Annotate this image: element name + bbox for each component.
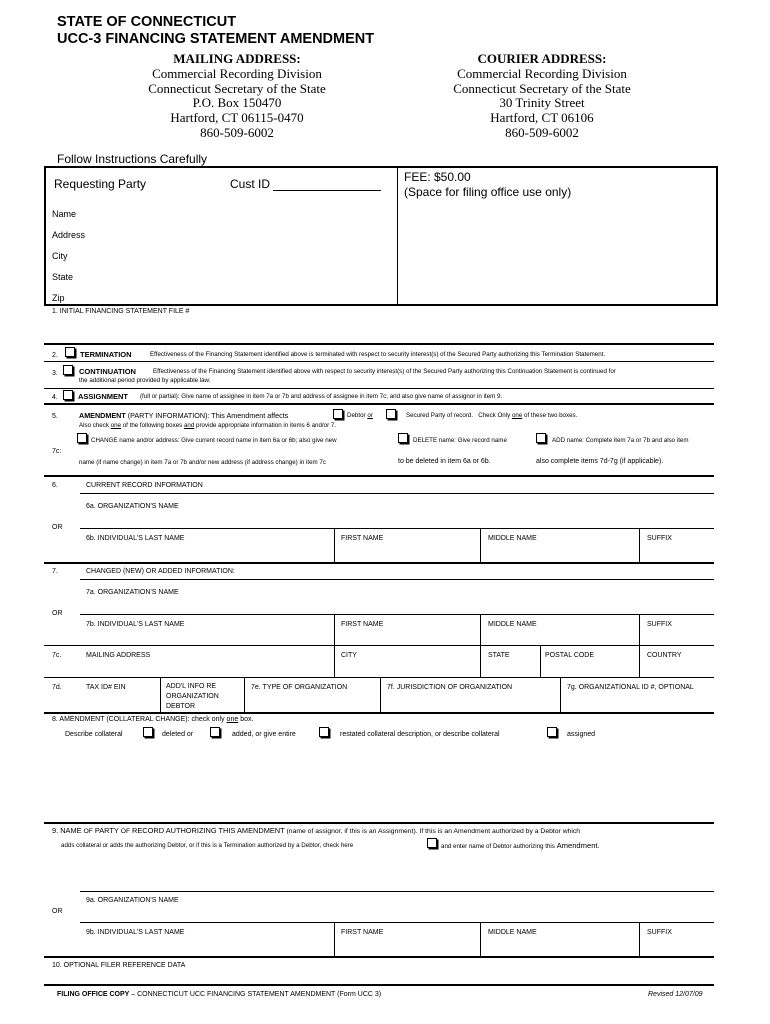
item6-num: 6. (52, 482, 58, 489)
mailing-line: Hartford, CT 06115-0470 (170, 110, 304, 126)
middle-name-6[interactable]: MIDDLE NAME (488, 535, 537, 542)
divider (380, 677, 381, 712)
assignment-label: ASSIGNMENT (78, 392, 129, 401)
amendment-party-line (79, 411, 288, 420)
courier-line: Connecticut Secretary of the State (453, 80, 631, 96)
divider (160, 677, 161, 712)
item9-amendment: Amendment. (556, 841, 600, 850)
divider (334, 645, 335, 677)
state-7c[interactable]: STATE (488, 652, 510, 659)
form-name-title: UCC-3 FINANCING STATEMENT AMENDMENT (57, 31, 375, 47)
filer-reference-10[interactable]: 10. OPTIONAL FILER REFERENCE DATA (52, 962, 186, 969)
divider (44, 403, 714, 405)
mailing-line: 860-509-6002 (200, 124, 274, 140)
also-rest-label: of the following boxes (122, 422, 183, 429)
divider (639, 922, 640, 956)
amendment-label-2: (PARTY INFORMATION): This Amendment affects (127, 411, 289, 420)
org-name-9a[interactable]: 9a. ORGANIZATION'S NAME (86, 897, 179, 904)
city-field[interactable]: City (52, 251, 68, 261)
item8-one: one (226, 716, 239, 723)
last-name-7b[interactable]: 7b. INDIVIDUAL'S LAST NAME (86, 621, 185, 628)
courier-heading: COURIER ADDRESS: (477, 51, 607, 66)
item6-label: CURRENT RECORD INFORMATION (86, 482, 203, 489)
cust-id-field[interactable] (273, 178, 381, 191)
change-checkbox[interactable] (77, 433, 87, 443)
item7-num: 7. (52, 568, 58, 575)
or-6: OR (52, 524, 63, 531)
mailing-line: Commercial Recording Division (152, 65, 322, 81)
courier-line: 860-509-6002 (505, 124, 579, 140)
middle-name-9[interactable]: MIDDLE NAME (488, 929, 537, 936)
mailing-line: Connecticut Secretary of the State (148, 80, 326, 96)
address-field[interactable]: Address (52, 230, 86, 240)
divider (334, 528, 335, 562)
name-field[interactable]: Name (52, 209, 77, 219)
added-checkbox[interactable] (210, 727, 220, 737)
divider (44, 984, 714, 986)
mailing-heading: MAILING ADDRESS: (173, 51, 301, 66)
fee-area (404, 170, 571, 200)
cust-id-label: Cust ID (230, 177, 271, 191)
divider (44, 822, 714, 824)
restated-label: restated collateral description, or describe collateral (340, 731, 500, 738)
divider (44, 388, 714, 389)
deleted-label: deleted or (162, 731, 194, 738)
suffix-9[interactable]: SUFFIX (647, 929, 672, 936)
divider (244, 677, 245, 712)
divider (639, 528, 640, 562)
postal-code-7c[interactable]: POSTAL CODE (545, 652, 595, 659)
item1-label: 1. INITIAL FINANCING STATEMENT FILE # (52, 308, 190, 315)
addl-info-line: DEBTOR (166, 703, 196, 710)
org-name-7a[interactable]: 7a. ORGANIZATION'S NAME (86, 589, 179, 596)
debtor-checkbox[interactable] (333, 409, 343, 419)
addl-info-line: ORGANIZATION (166, 693, 219, 700)
item9-line2-text: and enter name of Debtor authorizing this (441, 843, 555, 850)
item8-label (52, 715, 253, 724)
check-only-label: Check Only (478, 412, 511, 419)
addl-info-line: ADD'L INFO RE (166, 683, 217, 690)
item8-label-a: 8. AMENDMENT (COLLATERAL CHANGE): check only (52, 716, 225, 723)
last-name-6b[interactable]: 6b. INDIVIDUAL'S LAST NAME (86, 535, 185, 542)
or-label: or (367, 412, 373, 419)
delete-text-2: to be deleted in item 6a or 6b. (398, 458, 491, 465)
divider (480, 922, 481, 956)
org-type-7e[interactable]: 7e. TYPE OF ORGANIZATION (251, 684, 348, 691)
divider (80, 493, 714, 494)
mailing-line: P.O. Box 150470 (192, 95, 282, 111)
provide-label: provide appropriate information in items 6 and/or 7. (196, 422, 337, 429)
termination-checkbox[interactable] (65, 347, 75, 357)
item9-party: PARTY (94, 826, 119, 835)
debtor-authorizing-checkbox[interactable] (427, 838, 437, 848)
secured-party-checkbox[interactable] (386, 409, 396, 419)
divider (80, 579, 714, 580)
middle-name-7[interactable]: MIDDLE NAME (488, 621, 537, 628)
suffix-6[interactable]: SUFFIX (647, 535, 672, 542)
item7c-num: 7c. (52, 652, 62, 659)
item9-line2-b (441, 842, 600, 851)
continuation-checkbox[interactable] (63, 365, 73, 375)
city-7c[interactable]: CITY (341, 652, 357, 659)
first-name-7[interactable]: FIRST NAME (341, 621, 384, 628)
amendment-label: AMENDMENT (79, 411, 126, 420)
divider (639, 645, 640, 677)
also-one-label: one (110, 422, 121, 429)
item2-num: 2. (52, 352, 58, 359)
divider (480, 528, 481, 562)
or-9: OR (52, 908, 63, 915)
instructions-note: Follow Instructions Carefully (57, 152, 208, 166)
fee-note: (Space for filing office use only) (404, 185, 572, 199)
state-field[interactable]: State (52, 272, 74, 282)
divider (540, 645, 541, 677)
divider (334, 614, 335, 645)
last-name-9b[interactable]: 9b. INDIVIDUAL'S LAST NAME (86, 929, 185, 936)
footer-bold: FILING OFFICE COPY (57, 991, 130, 998)
footer-rest: – CONNECTICUT UCC FINANCING STATEMENT AMENDMENT (Form UCC 3) (129, 991, 382, 998)
item8-label-b: box. (240, 716, 254, 723)
deleted-checkbox[interactable] (143, 727, 153, 737)
divider (334, 922, 335, 956)
suffix-7[interactable]: SUFFIX (647, 621, 672, 628)
continuation-text-2: the additional period provided by applicable law. (79, 377, 211, 384)
country-7c[interactable]: COUNTRY (647, 652, 682, 659)
secured-party-label: Secured Party of record (406, 412, 472, 419)
item9-line1 (52, 827, 580, 836)
delete-text: DELETE name: Give record name (413, 437, 507, 444)
divider (44, 361, 714, 362)
courier-address (422, 52, 662, 141)
assignment-text: (full or partial): Give name of assignee in item 7a or 7b and address of assignee in item 7c; and also give name of assignor in item 9. (140, 393, 503, 400)
delete-checkbox[interactable] (398, 433, 408, 443)
divider (44, 712, 714, 714)
zip-field[interactable]: Zip (52, 293, 65, 303)
mailing-address-7c[interactable]: MAILING ADDRESS (86, 652, 151, 659)
divider (480, 614, 481, 645)
assigned-checkbox[interactable] (547, 727, 557, 737)
requesting-party-label: Requesting Party (54, 177, 147, 191)
also-check-label: Also check (79, 422, 109, 429)
courier-line: Hartford, CT 06106 (490, 110, 594, 126)
or-7: OR (52, 610, 63, 617)
form-title (57, 14, 374, 48)
divider (80, 922, 714, 923)
divider (639, 614, 640, 645)
divider (44, 677, 714, 678)
item9-name: 9. NAME (52, 826, 82, 835)
fee-amount: FEE: $50.00 (404, 170, 471, 184)
mailing-address (117, 52, 357, 141)
added-label: added, or give entire (232, 731, 296, 738)
add-text-2: also complete items 7d-7g (if applicable). (536, 458, 664, 465)
state-title: STATE OF CONNECTICUT (57, 14, 237, 30)
jurisdiction-7f[interactable]: 7f. JURISDICTION OF ORGANIZATION (387, 684, 513, 691)
describe-collateral-label: Describe collateral (65, 731, 123, 738)
item9-record: RECORD AUTHORIZING THIS AMENDMENT (132, 826, 285, 835)
continuation-text: Effectiveness of the Financing Statement identified above with respect to security interest(s) of the Secured Party authorizing this Continuation Statement is continued for (153, 368, 616, 375)
assignment-checkbox[interactable] (63, 390, 73, 400)
divider (44, 475, 714, 477)
change-text: CHANGE name and/or address: Give current record name in item 6a or 6b; also give new (91, 437, 337, 444)
item9-of-2: OF (120, 828, 131, 835)
one-label: one (511, 412, 523, 419)
item9-line2: adds collateral or adds the authorizing Debtor, or if this is a Termination authorized by a Debtor, check here (61, 842, 354, 849)
footer-copy (57, 990, 381, 999)
divider (44, 956, 714, 958)
box-divider (397, 168, 398, 304)
secured-option: Secured Party of record. Check Only one of these two boxes. (406, 412, 578, 419)
tax-id-7d[interactable]: TAX ID# EIN (86, 684, 126, 691)
courier-line: 30 Trinity Street (499, 95, 585, 111)
assigned-label: assigned (567, 731, 596, 738)
termination-text: Effectiveness of the Financing Statement identified above is terminated with respect to security interest(s) of the Secured Party authorizing this Termination Statement. (150, 351, 606, 358)
item9-note: (name of assignor, if this is an Assignment). If this is an Amendment authorized by a Debtor which (286, 828, 581, 835)
add-checkbox[interactable] (536, 433, 546, 443)
courier-line: Commercial Recording Division (457, 65, 627, 81)
debtor-label: Debtor (347, 412, 366, 419)
first-name-9[interactable]: FIRST NAME (341, 929, 384, 936)
divider (80, 614, 714, 615)
divider (80, 528, 714, 529)
org-name-6a[interactable]: 6a. ORGANIZATION'S NAME (86, 503, 179, 510)
add-text: ADD name: Complete item 7a or 7b and also item (552, 437, 689, 444)
cust-id (230, 177, 381, 191)
continuation-label: CONTINUATION (79, 367, 136, 376)
item9-of: OF (83, 828, 93, 835)
first-name-6[interactable]: FIRST NAME (341, 535, 384, 542)
item7-label: CHANGED (NEW) OR ADDED INFORMATION: (86, 568, 235, 575)
divider (80, 891, 714, 892)
item3-num: 3. (52, 370, 58, 377)
item5-num: 5. (52, 413, 58, 420)
divider (44, 645, 714, 646)
item5-side-label: 7c: (52, 448, 62, 455)
and-label: and (183, 422, 195, 429)
revised-date: Revised 12/07/09 (648, 991, 703, 998)
divider (480, 645, 481, 677)
also-check-line (79, 422, 336, 430)
divider (560, 677, 561, 712)
addl-info-7d (166, 682, 219, 712)
divider (44, 562, 714, 564)
of-these-label: of these two boxes. (524, 412, 578, 419)
item7d-num: 7d. (52, 684, 62, 691)
change-text-2: name (if name change) in item 7a or 7b and/or new address (if address change) in item 7c (79, 459, 326, 466)
debtor-option (347, 412, 373, 420)
org-id-7g[interactable]: 7g. ORGANIZATIONAL ID #, OPTIONAL (567, 684, 694, 691)
restated-checkbox[interactable] (319, 727, 329, 737)
item4-num: 4. (52, 394, 58, 401)
termination-label: TERMINATION (80, 350, 132, 359)
divider (44, 343, 714, 345)
